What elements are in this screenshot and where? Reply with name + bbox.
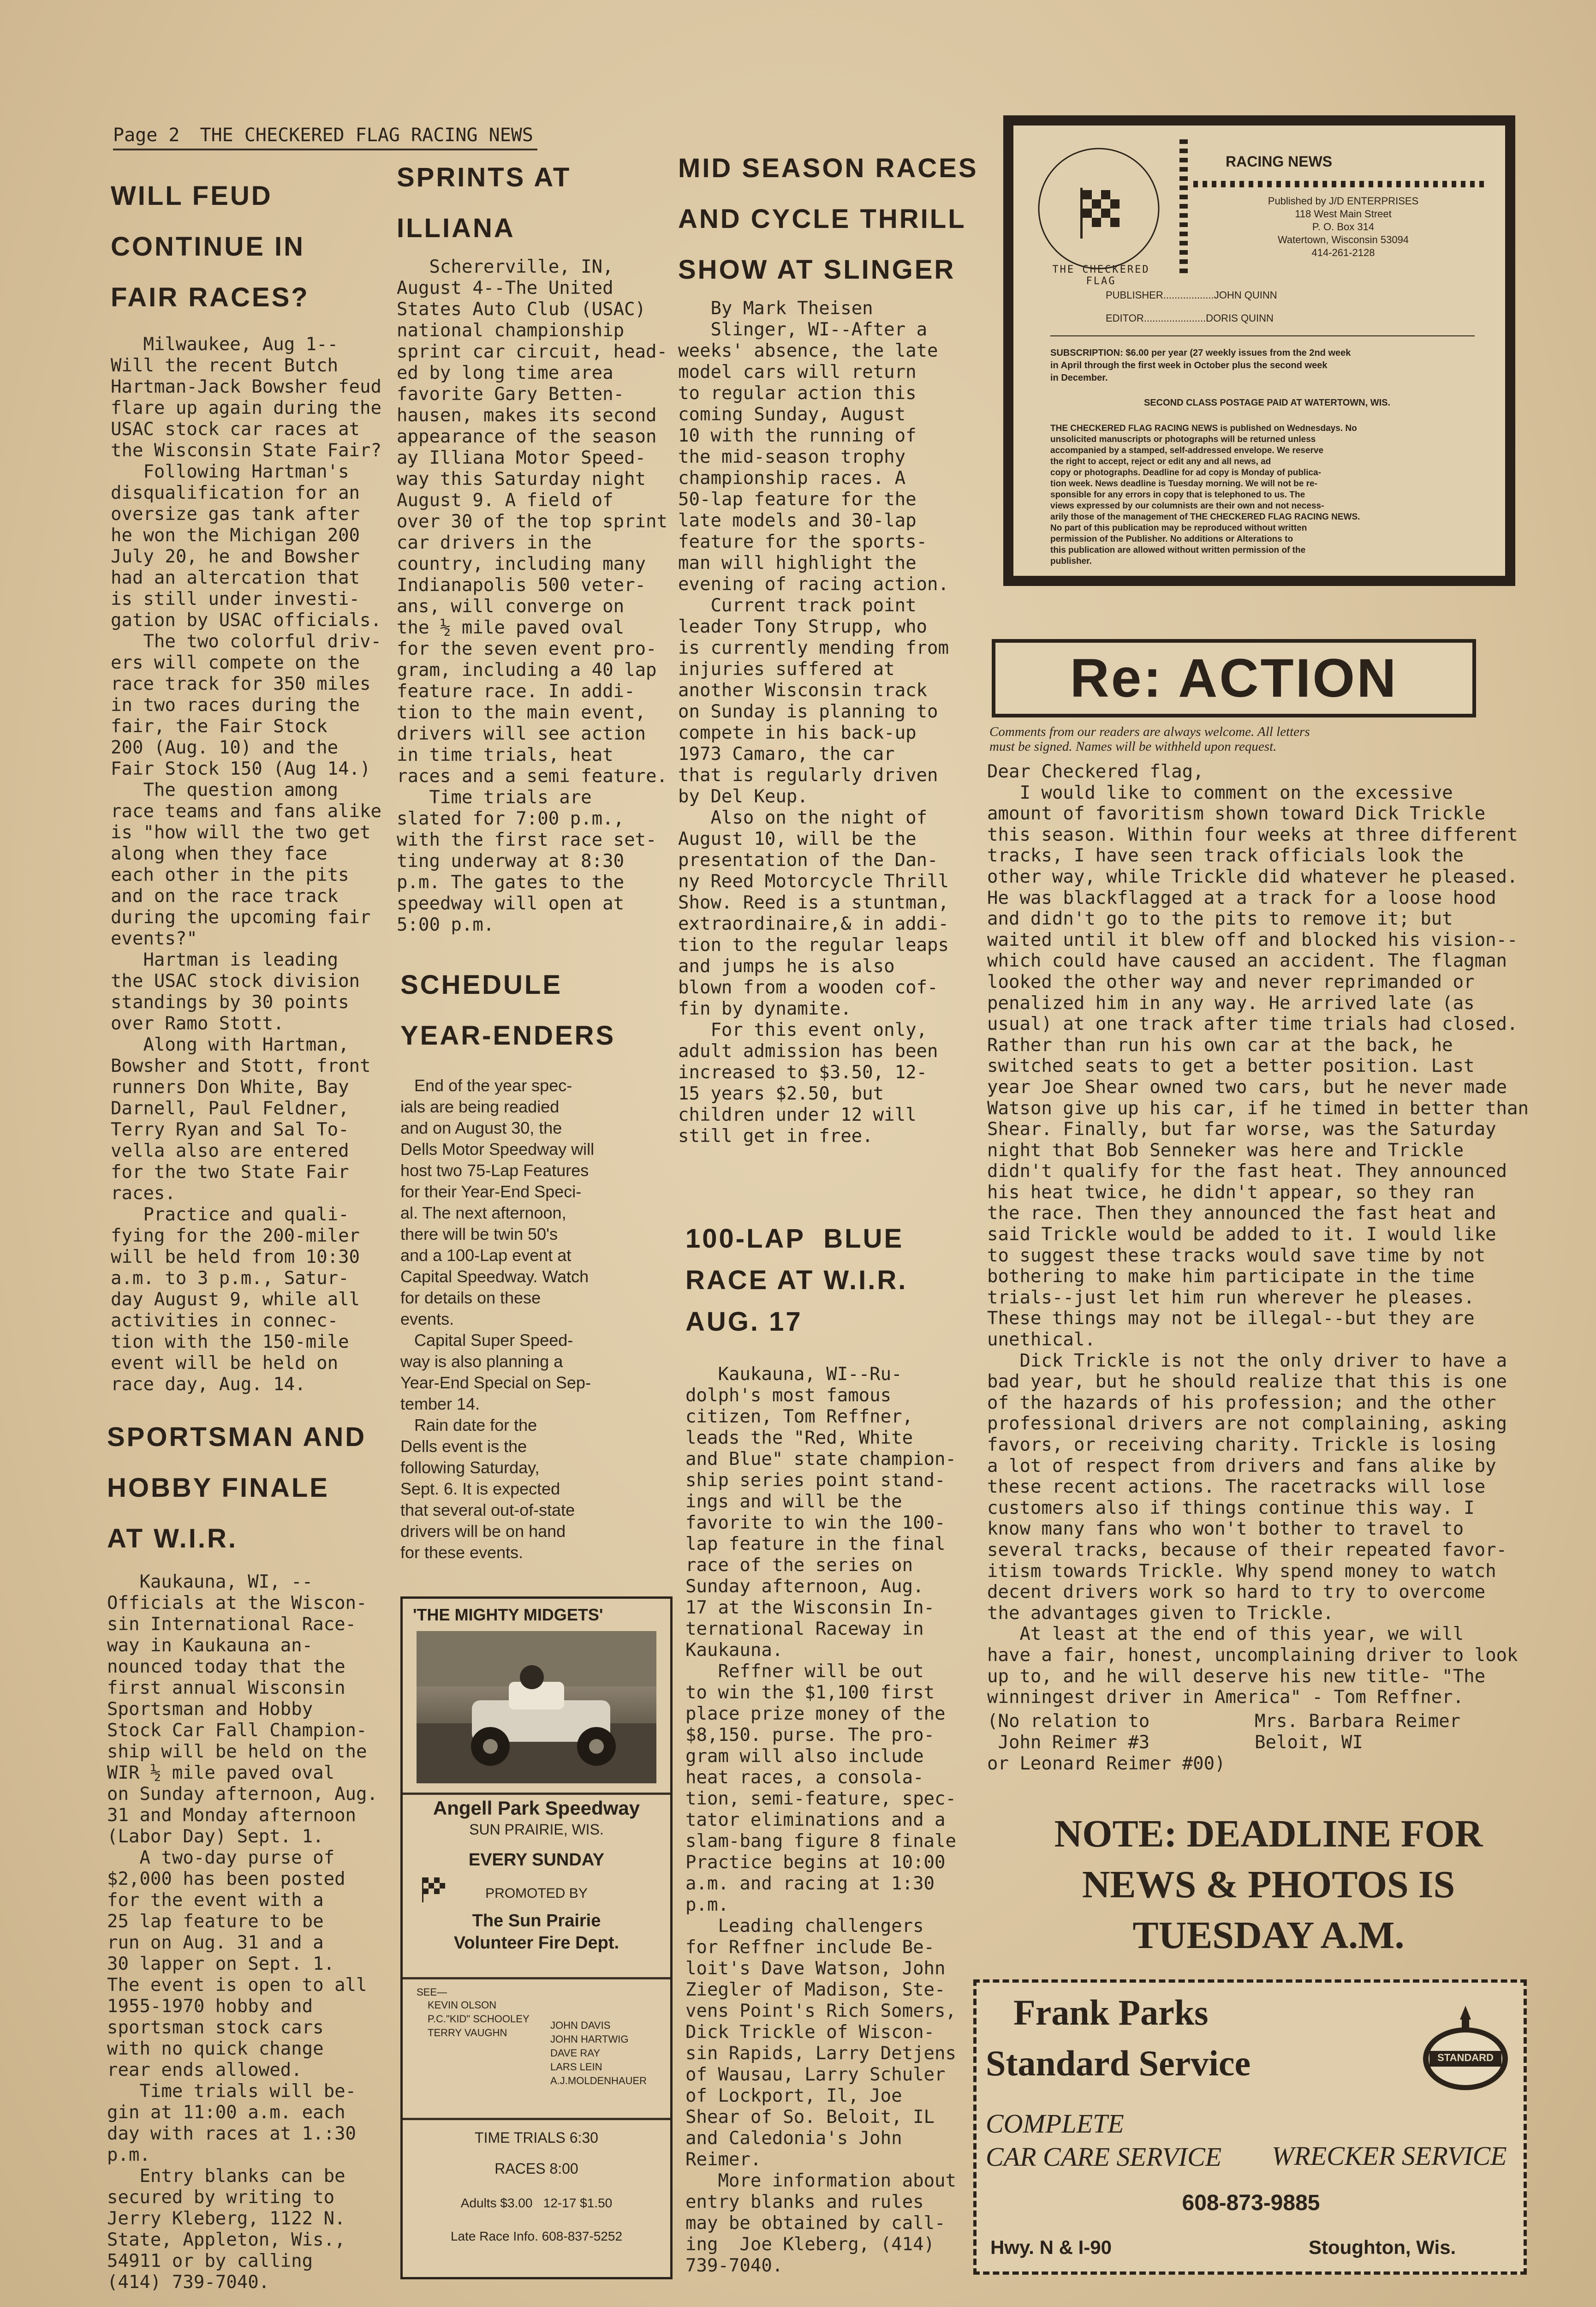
reaction-note: Comments from our readers are always welcome. All letters must be signed. Names will be withheld upon request. bbox=[989, 724, 1310, 754]
reaction-title: Re: ACTION bbox=[1070, 648, 1398, 709]
publisher-line: PUBLISHER..................JOHN QUINN bbox=[1106, 289, 1277, 301]
editor-line: EDITOR......................DORIS QUINN bbox=[1106, 312, 1274, 324]
ad-drivers bbox=[417, 1986, 666, 2116]
deadline-line: TUESDAY A.M. bbox=[1132, 1914, 1405, 1957]
photo-caption: 'THE MIGHTY MIDGETS' bbox=[413, 1605, 603, 1624]
headline-line: CONTINUE IN bbox=[111, 232, 305, 262]
ad-times bbox=[403, 2129, 670, 2244]
track-name: Angell Park Speedway bbox=[433, 1797, 640, 1819]
headline-line: RACE AT W.I.R. bbox=[685, 1265, 908, 1295]
ad-divider bbox=[403, 1793, 670, 1795]
page-number: Page 2 bbox=[113, 125, 180, 146]
headline-line: 100-LAP BLUE bbox=[685, 1224, 904, 1254]
letter-signature bbox=[987, 1711, 1541, 1780]
article-body: Schererville, IN, August 4--The United States Auto Club (USAC) national championship sprint car circuit, head- ed by long time area favorite Gary Betten- hausen, makes its second appearance of the season ay Illiana Motor Speed- way this Saturday night August 9. A field of over 30 of the top sprint car drivers in the country, including many Indianapolis 500 veter- ans, will converge on the ½ mile paved oval for the seven event pro- gram, including a 40 lap feature race. In addi- tion to the main event, drivers will see action in time trials, heat races and a semi feature. Time trials are slated for 7:00 p.m., with the first race set- ting underway at 8:30 p.m. The gates to the speedway will open at 5:00 p.m. bbox=[397, 257, 667, 935]
promoted-by: PROMOTED BY bbox=[485, 1886, 588, 1901]
header-rule bbox=[113, 149, 537, 150]
headline-line: SHOW AT SLINGER bbox=[678, 255, 956, 285]
reaction-title-box bbox=[992, 639, 1476, 717]
article-midseason bbox=[678, 143, 1010, 1147]
reader-letter bbox=[987, 761, 1541, 1780]
masthead-logo bbox=[1023, 135, 1175, 287]
title-checker-strip bbox=[1193, 181, 1484, 187]
letter-body: Dear Checkered flag, I would like to comment on the excessive amount of favoritism shown toward Dick Trickle this season. Within four weeks at three different tracks, I have seen track officials look the other way, while Trickle did whatever he pleased. He was blackflagged at a track for a loose hood and didn't go to the pits to remove it; but waited until it blew off and blocked his vision-- which could have caused an accident. The flagman looked the other way and never reprimanded or penalized him in any way. He arrived late (as usual) at one track after time trials had closed. Rather than run his own car at the back, he switched seats to get a better position. Last year Joe Shear owned two cars, but he never made Watson give up his car, if he timed in better than Shear. Finally, but far worse, was the Saturday night that Bob Senneker was here and Trickle didn't qualify for the fast heat. They announced his heat twice, he didn't appear, so they ran the race. Then they announced the fast heat and said Trickle would be added to it. I would like to suggest these tracks would save time by not bothering to make him participate in the time trials--just let him run wherever he pleases. These things may not be illegal--but they are unethical. Dick Trickle is not the only driver to have a bad year, but he should realize that this is one of the hazards of his profession; and the other professional drivers are not complaining, asking favors, or receiving charity. Trickle is losing a lot of respect from drivers and fans alike by these recent actions. The racetracks will lose customers also if things continue this way. I know many fans who won't bother to travel to several tracks, because of their repeated favor- itism towards Trickle. Why spend money to watch decent drivers work so hard to try to overcome the advantages given to Trickle. At least at the end of this year, we will have a fair, honest, uncomplaining driver to look up to, and he will deserve his new title- "The winningest driver in America" - Tom Reffner. bbox=[987, 761, 1529, 1708]
masthead-box bbox=[1003, 115, 1515, 586]
headline-line: ILLIANA bbox=[397, 213, 515, 243]
time-trials: TIME TRIALS 6:30 bbox=[475, 2129, 598, 2146]
headline bbox=[111, 171, 397, 323]
deadline-line: NEWS & PHOTOS IS bbox=[1082, 1863, 1455, 1906]
headline-line: SPORTSMAN AND bbox=[107, 1422, 367, 1452]
ad-service-1: COMPLETE CAR CARE SERVICE bbox=[986, 2109, 1222, 2172]
publication-notice: THE CHECKERED FLAG RACING NEWS is published on Wednesdays. No unsolicited manuscripts or photographs will be returned unless accompanied by a stamped, self-addressed envelope. We reserve the right to accept, reject or edit any and all news, ad copy or photographs. Deadline for ad copy is Monday of publica- tion week. News deadline is Tuesday morning. We will not be re- sponsible for any errors in copy that is telephoned to us. The views expressed by our columnists are their own and not necess- arily those of the management of THE CHECKERED FLAG RACING NEWS. No part of this publication may be reproduced without written permission of the Publisher. No additions or Alterations to this publication are allowed without written permission of the publisher. bbox=[1050, 424, 1360, 566]
checkered-flag-logo-icon bbox=[1023, 135, 1175, 282]
track-location: SUN PRAIRIE, WIS. bbox=[469, 1821, 604, 1838]
angell-park-ad bbox=[400, 1596, 673, 2279]
headline-line: SPRINTS AT bbox=[397, 162, 572, 192]
headline bbox=[685, 1218, 971, 1343]
headline-line: HOBBY FINALE bbox=[107, 1473, 329, 1503]
article-sprints bbox=[397, 152, 683, 936]
headline-line: YEAR-ENDERS bbox=[400, 1021, 616, 1051]
publisher-address: Published by J/D ENTERPRISES 118 West Main Street P. O. Box 314 Watertown, Wisconsin 53094 414-261-2128 bbox=[1268, 195, 1419, 258]
headline-line: AND CYCLE THRILL bbox=[678, 204, 966, 234]
ad-divider bbox=[403, 2118, 670, 2120]
ad-phone: 608-873-9885 bbox=[1182, 2191, 1320, 2215]
races-time: RACES 8:00 bbox=[494, 2160, 578, 2177]
checkered-flags-icon bbox=[421, 1876, 453, 1903]
promoter: The Sun Prairie Volunteer Fire Dept. bbox=[453, 1911, 619, 1953]
ad-location: Hwy. N & I-90 bbox=[990, 2236, 1112, 2258]
deadline-line: NOTE: DEADLINE FOR bbox=[1054, 1812, 1483, 1855]
article-body: By Mark Theisen Slinger, WI--After a weeks' absence, the late model cars will return to regular action this coming Sunday, August 10 with the running of the mid-season trophy championship races. A 50-lap feature for the late models and 30-lap feature for the sports- man will highlight the evening of racing action. Current track point leader Tony Strupp, who is currently mending from injuries suffered at another Wisconsin track on Sunday is planning to compete in his back-up 1973 Camaro, the car that is regularly driven by Del Keup. Also on the night of August 10, will be the presentation of the Dan- ny Reed Motorcycle Thrill Show. Reed is a stuntman, extraordinaire,& in addi- tion to the regular leaps and jumps he is also blown from a wooden cof- fin by dynamite. For this event only, adult admission has been increased to $3.50, 12- 15 years $2.50, but children under 12 will still get in free. bbox=[678, 298, 949, 1147]
drivers-right: JOHN DAVIS JOHN HARTWIG DAVE RAY LARS LEIN A.J.MOLDENHAUER bbox=[550, 2020, 647, 2086]
headline-line: AUG. 17 bbox=[685, 1307, 803, 1337]
deadline-note bbox=[992, 1809, 1545, 1961]
article-sportsman bbox=[107, 1412, 407, 2293]
paper-name: THE CHECKERED FLAG RACING NEWS bbox=[200, 125, 533, 146]
ad-main bbox=[403, 1797, 670, 1954]
standard-logo-icon bbox=[1419, 2001, 1512, 2093]
headline-line: FAIR RACES? bbox=[111, 282, 310, 312]
race-info: Late Race Info. 608-837-5252 bbox=[450, 2229, 623, 2243]
article-feud bbox=[111, 171, 397, 1395]
headline-line: AT W.I.R. bbox=[107, 1524, 238, 1554]
article-body: Kaukauna, WI--Ru- dolph's most famous citizen, Tom Reffner, leads the "Red, White and Blue" state champion- ship series point stand- ings and will be the favorite to win the 100- lap feature in the final race of the series on Sunday afternoon, Aug. 17 at the Wisconsin In- ternational Raceway in Kaukauna. Reffner will be out to win the $1,100 first place prize money of the $8,150. purse. The pro- gram will also include heat races, a consola- tion, semi-feature, spec- tator eliminations and a slam-bang figure 8 finale Practice begins at 10:00 a.m. and racing at 1:30 p.m. Leading challengers for Reffner include Be- loit's Dave Watson, John Ziegler of Madison, Ste- vens Point's Rich Somers, Dick Trickle of Wiscon- sin Rapids, Larry Detjens of Wausau, Larry Schuler of Lockport, Il, Joe Shear of So. Beloit, IL and Caledonia's John Reimer. More information about entry blanks and rules may be obtained by call- ing Joe Kleberg, (414) 739-7040. bbox=[685, 1364, 957, 2276]
signature-note: (No relation to John Reimer #3 or Leonard Reimer #00) bbox=[987, 1710, 1226, 1774]
page-header bbox=[113, 125, 542, 152]
signature-name: Mrs. Barbara Reimer Beloit, WI bbox=[1255, 1710, 1461, 1753]
headline bbox=[397, 152, 683, 254]
headline bbox=[107, 1412, 407, 1564]
article-blue-race bbox=[685, 1218, 971, 2277]
ad-city: Stoughton, Wis. bbox=[1309, 2236, 1456, 2258]
logo-text: THE CHECKERED FLAG bbox=[1052, 264, 1150, 287]
article-body: Kaukauna, WI, -- Officials at the Wiscon- sin International Race- way in Kaukauna an- nounced today that the first annual Wisconsin Sportsman and Hobby Stock Car Fall Champion- ship will be held on the WIR ½ mile paved oval on Sunday afternoon, Aug. 31 and Monday afternoon (Labor Day) Sept. 1. A two-day purse of $2,000 has been posted for the event with a 25 lap feature to be run on Aug. 31 and a 30 lapper on Sept. 1. The event is open to all 1955-1970 hobby and sportsman stock cars with no quick change rear ends allowed. Time trials will be- gin at 11:00 a.m. each day with races at 1.:30 p.m. Entry blanks can be secured by writing to Jerry Kleberg, 1122 N. State, Appleton, Wis., 54911 or by calling (414) 739-7040. bbox=[107, 1572, 378, 2293]
article-body: End of the year spec- ials are being readied and on August 30, the Dells Motor Speedway will host two 75-Lap Features for their Year-End Speci- al. The next afternoon, there will be twin 50's and a 100-Lap event at Capital Speedway. Watch for details on these events. Capital Super Speed- way is also planning a Year-End Special on Sep- tember 14. Rain date for the Dells event is the following Saturday, Sept. 6. It is expected that several out-of-state drivers will be on hand for these events. bbox=[400, 1076, 595, 1562]
headline-line: MID SEASON RACES bbox=[678, 153, 978, 183]
standard-logo-text: STANDARD bbox=[1437, 2052, 1494, 2063]
logo-checker-strip bbox=[1179, 139, 1188, 278]
ad-divider bbox=[403, 1977, 670, 1979]
article-body: Milwaukee, Aug 1-- Will the recent Butch Hartman-Jack Bowsher feud flare up again during the USAC stock car races at the Wisconsin State Fair? Following Hartman's disqualification for an oversize gas tank after he won the Michigan 200 July 20, he and Bowsher had an altercation that is still under investi- gation by USAC officials. The two colorful driv- ers will compete on the race track for 350 miles in two races during the fair, the Fair Stock 200 (Aug. 10) and the Fair Stock 150 (Aug 14.) The question among race teams and fans alike is "how will the two get along when they face each other in the pits and on the race track during the upcoming fair events?" Hartman is leading the USAC stock division standings by 30 points over Ramo Stott. Along with Hartman, Bowsher and Stott, front runners Don White, Bay Darnell, Paul Feldner, Terry Ryan and Sal To- vella also are entered for the two State Fair races. Practice and quali- fying for the 200-miler will be held from 10:30 a.m. to 3 p.m., Satur- day August 9, while all activities in connec- tion with the 150-mile event will be held on race day, Aug. 14. bbox=[111, 334, 382, 1395]
ad-business-name: Frank Parks bbox=[1013, 1992, 1209, 2032]
article-schedule bbox=[400, 960, 686, 1563]
headline-line: SCHEDULE bbox=[400, 970, 563, 1000]
postage: SECOND CLASS POSTAGE PAID AT WATERTOWN, WIS. bbox=[1143, 398, 1391, 408]
headline bbox=[678, 143, 1010, 295]
midget-photo bbox=[417, 1631, 656, 1783]
ad-business-subtitle: Standard Service bbox=[986, 2043, 1251, 2083]
frank-parks-ad bbox=[973, 1979, 1527, 2275]
prices: Adults $3.00 12-17 $1.50 bbox=[460, 2196, 613, 2210]
masthead-title: RACING NEWS bbox=[1226, 153, 1333, 170]
subscription: SUBSCRIPTION: $6.00 per year (27 weekly issues from the 2nd week in April through the first week in October plus the second week in December. bbox=[1050, 348, 1351, 383]
masthead-rule bbox=[1050, 335, 1475, 336]
midget-car-photo bbox=[417, 1631, 656, 1783]
headline-line: WILL FEUD bbox=[111, 181, 273, 211]
drivers-left: KEVIN OLSON P.C."KID" SCHOOLEY TERRY VAUGHN bbox=[428, 1999, 530, 2038]
every-sunday: EVERY SUNDAY bbox=[468, 1850, 605, 1870]
see-label: SEE— bbox=[417, 1986, 447, 1998]
ad-service-2: WRECKER SERVICE bbox=[1272, 2141, 1507, 2171]
headline bbox=[400, 960, 686, 1061]
